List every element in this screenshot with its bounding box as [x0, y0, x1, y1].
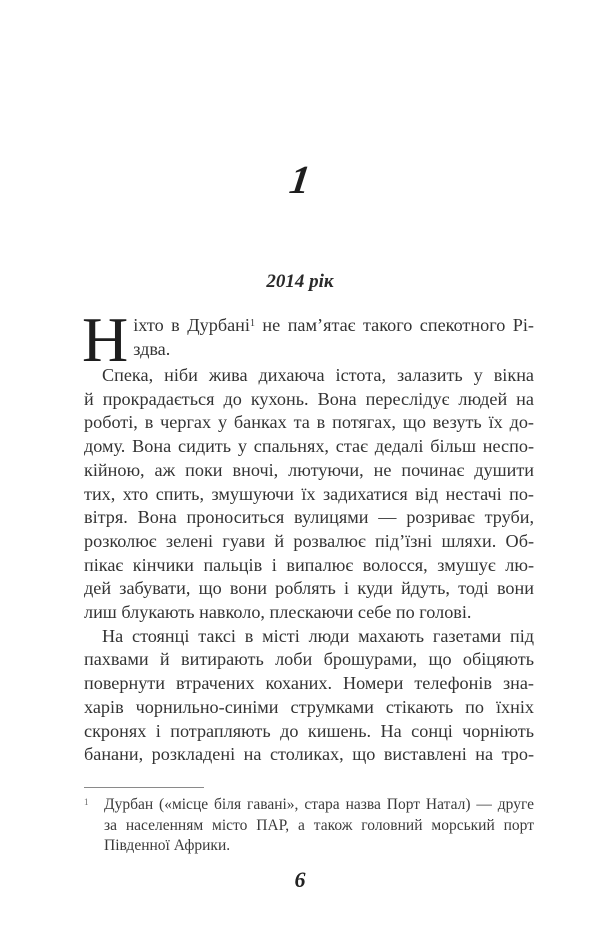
- text-line: лиш блукають навколо, плескаючи себе по голові.: [84, 602, 472, 623]
- body-text: [82, 304, 534, 767]
- text-line: пахвами й витирають лоби брошурами, що обіцяють: [84, 649, 534, 670]
- chapter-number: 1: [286, 157, 314, 202]
- drop-cap: Н: [82, 304, 129, 375]
- text-line: харів чорнильно-синіми струмками стікають по їхніх: [84, 696, 534, 717]
- text-line: [133, 314, 534, 338]
- footnote-reference[interactable]: 1: [249, 318, 255, 329]
- text-line: пікає кінчики пальців і випалює волосся, змушує лю-: [84, 554, 534, 575]
- section-title: 2014 рік: [266, 271, 334, 292]
- text-line: банани, розкладені на столиках, що виставлені на тро-: [84, 744, 534, 765]
- paragraph-2: [84, 364, 534, 625]
- footnote-line: Південної Африки.: [104, 837, 231, 854]
- footnote-line: Дурбан («місце біля гавані», стара назва Порт Натал) — друге: [104, 796, 534, 813]
- text-segment: іхто в Дурбані: [133, 315, 250, 335]
- text-line: дей забувати, що вони роблять і куди йдуть, тоді вони: [84, 578, 534, 599]
- text-line: Спека, ніби жива дихаюча істота, залазить у вікна: [102, 365, 534, 385]
- text-line: скронях і потрапляють до кишень. На сонці чорніють: [84, 720, 534, 741]
- text-line: роботі, в чергах у банках та в потягах, що везуть їх до-: [84, 412, 534, 433]
- page-number: 6: [294, 867, 306, 892]
- text-line: дому. Вона сидить у спальнях, стає дедалі більш неспо-: [84, 436, 534, 457]
- text-line: повернути втрачених коханих. Номери телефонів зна-: [84, 673, 534, 694]
- text-line: й прокрадається до кухонь. Вона переслідує людей на: [84, 388, 534, 409]
- text-segment: не пам’ятає такого спекотного Рі-: [254, 315, 534, 335]
- footnote-line: за населенням місто ПАР, а також головний морський порт: [104, 816, 534, 834]
- paragraph-3: [84, 625, 534, 767]
- footnote-divider: [84, 787, 204, 788]
- text-line: тих, хто спить, змушуючи їх задихатися від нестачі по-: [84, 483, 534, 504]
- text-line: вітря. Вона проноситься вулицями — розриває труби,: [84, 507, 534, 528]
- footnote-marker: 1: [84, 797, 89, 807]
- text-line: На стоянці таксі в місті люди махають газетами під: [102, 625, 534, 646]
- text-line: здва.: [133, 338, 171, 359]
- footnote-body: [104, 795, 534, 857]
- footnote: [84, 795, 534, 857]
- text-line: розколює зелені гуави й розвалює під’їзні шляхи. Об-: [84, 530, 534, 551]
- text-line: кійною, аж поки вночі, лютуючи, не починає душити: [84, 459, 534, 480]
